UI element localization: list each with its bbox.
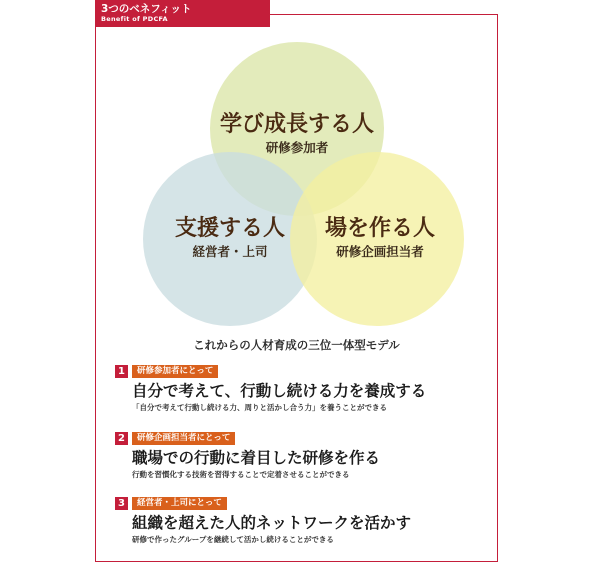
venn-role-left: 経営者・上司 [192, 244, 268, 259]
benefit-header [115, 364, 490, 378]
benefit-tag: 研修参加者にとって [132, 365, 218, 378]
venn-diagram [95, 27, 498, 327]
header-subtitle: Benefit of PDCFA [101, 15, 168, 23]
benefit-tag: 経営者・上司にとって [132, 497, 227, 510]
benefit-number: 3 [115, 497, 128, 510]
header-title: 3つのベネフィット [101, 3, 192, 15]
benefit-headline: 自分で考えて、行動し続ける力を養成する [132, 382, 427, 400]
benefit-detail: 研修で作ったグループを継続して活かし続けることができる [132, 535, 334, 544]
venn-title-top: 学び成長する人 [219, 112, 374, 137]
benefit-number: 2 [115, 432, 128, 445]
header-tab [95, 0, 270, 27]
venn-role-top: 研修参加者 [265, 140, 329, 155]
benefit-number: 1 [115, 365, 128, 378]
venn-label-right [285, 216, 475, 260]
benefit-item [115, 496, 490, 545]
venn-label-top [197, 112, 397, 156]
benefit-header [115, 431, 490, 445]
benefit-item [115, 364, 490, 413]
venn-title-right: 場を作る人 [324, 216, 435, 241]
benefit-headline: 組織を超えた人的ネットワークを活かす [132, 514, 412, 532]
venn-role-right: 研修企画担当者 [336, 244, 424, 259]
model-title: これからの人材育成の三位一体型モデル [193, 338, 400, 352]
benefit-item [115, 431, 490, 480]
benefit-headline: 職場での行動に着目した研修を作る [132, 449, 381, 467]
benefit-header [115, 496, 490, 510]
benefit-detail: 行動を習慣化する技術を習得することで定着させることができる [132, 470, 350, 479]
venn-title-left: 支援する人 [174, 216, 285, 241]
benefit-detail: 「自分で考えて行動し続ける力、周りと活かし合う力」を養うことができる [132, 403, 387, 412]
benefit-tag: 研修企画担当者にとって [132, 432, 235, 445]
